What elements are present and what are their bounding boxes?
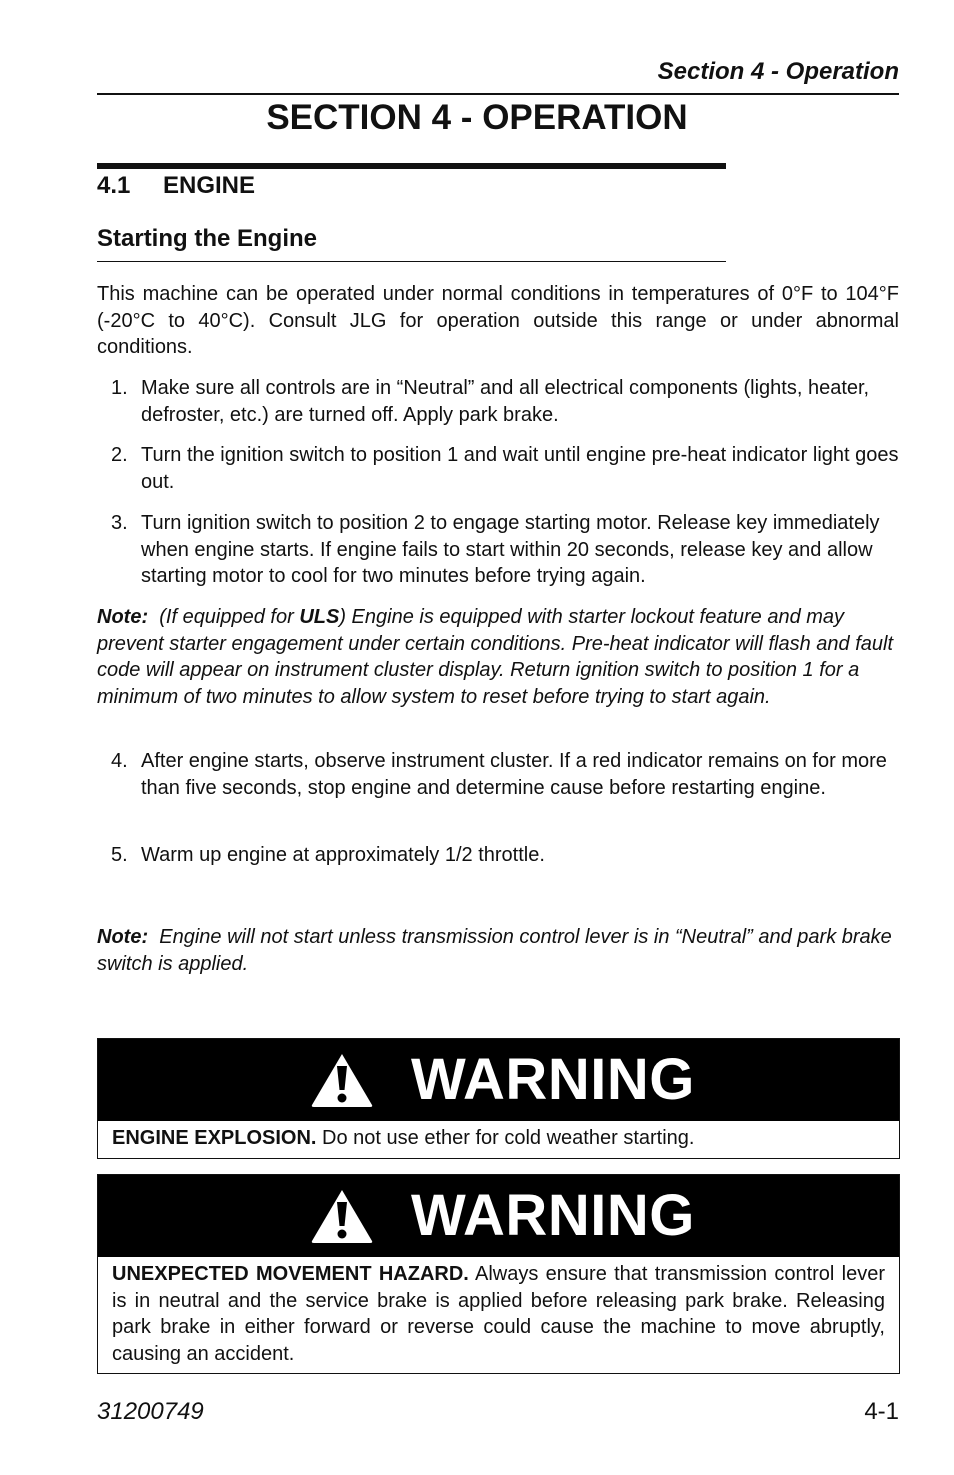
- warning-body: [98, 1121, 899, 1158]
- step-number: 4.: [111, 750, 128, 772]
- warning-body: [98, 1257, 899, 1373]
- note-text-pre: (If equipped for: [159, 606, 300, 628]
- note-uls: [97, 604, 899, 710]
- warning-text: Do not use ether for cold weather starting.: [316, 1127, 695, 1149]
- note-label: Note:: [97, 606, 149, 628]
- step-number: 2.: [111, 444, 128, 466]
- note-neutral: [97, 924, 899, 977]
- step-2: [97, 442, 899, 495]
- step-text: After engine starts, observe instrument cluster. If a red indicator remains on for more than five seconds, stop engine and determine cause before restarting engine.: [141, 750, 887, 799]
- subsection-rule: [97, 163, 726, 169]
- step-text: Warm up engine at approximately 1/2 throttle.: [141, 844, 545, 866]
- warning-text: Always ensure that transmission control lever is in neutral and the service brake is applied before releasing park brake. Releasing park brake in either forward or reverse could cause the machine to move abruptly, causing an accident.: [112, 1263, 885, 1365]
- warning-header: [98, 1039, 899, 1121]
- step-text: Turn ignition switch to position 2 to engage starting motor. Release key immediately when engine starts. If engine fails to start within 20 seconds, release key and allow starting motor to cool for two minutes before trying again.: [141, 512, 880, 587]
- subsection-title: ENGINE: [163, 172, 256, 199]
- footer-doc-number: 31200749: [97, 1398, 204, 1425]
- section-title: SECTION 4 - OPERATION: [266, 98, 688, 137]
- step-4: [97, 748, 899, 801]
- step-number: 5.: [111, 844, 128, 866]
- warning-lead: ENGINE EXPLOSION.: [112, 1127, 317, 1149]
- header-rule: [97, 93, 899, 95]
- warning-box-explosion: [97, 1038, 900, 1159]
- step-number: 1.: [111, 377, 128, 399]
- running-header: Section 4 - Operation: [657, 58, 899, 85]
- footer-page-number: 4-1: [864, 1398, 899, 1425]
- step-text: Turn the ignition switch to position 1 and wait until engine pre-heat indicator light goes out.: [141, 444, 899, 493]
- note-label: Note:: [97, 926, 149, 948]
- step-text: Make sure all controls are in “Neutral” and all electrical components (lights, heater, defroster, etc.) are turned off. Apply park brake.: [141, 377, 870, 426]
- warning-lead: UNEXPECTED MOVEMENT HAZARD.: [112, 1263, 469, 1285]
- note-text-post: ) Engine is equipped with starter lockout feature and may prevent starter engagement under certain conditions. Pre-heat indicator will flash and fault code will appear on instrument cluster display. Return ignition switch to position 1 for a minimum of two minutes to allow system to reset before trying to start again.: [97, 606, 894, 708]
- subsection-heading: [97, 172, 255, 200]
- warning-header: [98, 1175, 899, 1257]
- subheading-rule: [97, 261, 726, 262]
- step-3: [97, 510, 899, 590]
- warning-triangle-icon: [310, 1188, 374, 1244]
- warning-box-movement: [97, 1174, 900, 1374]
- warning-label: WARNING: [411, 1183, 695, 1248]
- subsection-number: 4.1: [97, 172, 131, 199]
- subheading: Starting the Engine: [97, 225, 318, 252]
- warning-label: WARNING: [411, 1047, 695, 1112]
- step-number: 3.: [111, 512, 128, 534]
- step-1: [97, 375, 899, 428]
- warning-triangle-icon: [310, 1052, 374, 1108]
- note-text: Engine will not start unless transmission control lever is in “Neutral” and park brake switch is applied.: [97, 926, 892, 975]
- step-5: [97, 842, 899, 869]
- note-text-bold: ULS: [299, 606, 340, 628]
- intro-paragraph: This machine can be operated under normal conditions in temperatures of 0°F to 104°F (-20°C to 40°C). Consult JLG for operation outside this range or under abnormal conditions.: [97, 283, 899, 358]
